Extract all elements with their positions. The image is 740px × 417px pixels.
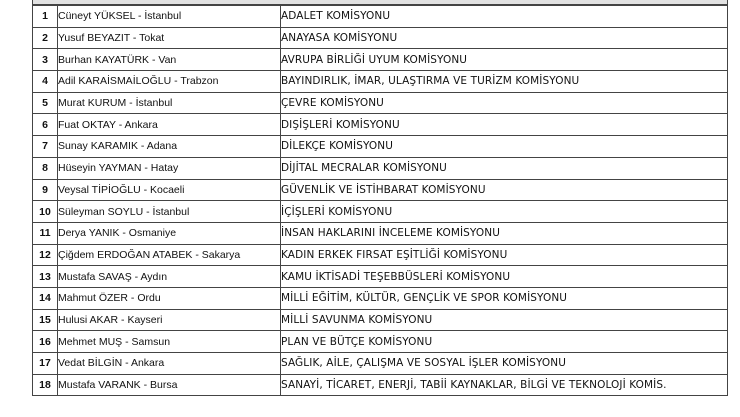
commission-cell: ANAYASA KOMİSYONU [281,27,728,49]
table-row [33,92,728,114]
table-row [33,114,728,136]
commission-cell: PLAN VE BÜTÇE KOMİSYONU [281,331,728,353]
table-row [33,27,728,49]
member-name-cell: Sunay KARAMIK - Adana [58,136,281,158]
table-row [33,244,728,266]
table-row [33,222,728,244]
table-body [33,6,728,396]
row-number: 14 [33,287,58,309]
member-name-cell: Adil KARAİSMAİLOĞLU - Trabzon [58,71,281,93]
commission-cell: DIŞİŞLERİ KOMİSYONU [281,114,728,136]
member-name-cell: Vedat BİLGİN - Ankara [58,353,281,375]
table-row [33,157,728,179]
commission-chairs-table [32,5,728,396]
member-name-cell: Murat KURUM - İstanbul [58,92,281,114]
row-number: 15 [33,309,58,331]
row-number: 17 [33,353,58,375]
commission-cell: DİJİTAL MECRALAR KOMİSYONU [281,157,728,179]
commission-cell: KADIN ERKEK FIRSAT EŞİTLİĞİ KOMİSYONU [281,244,728,266]
member-name-cell: Hüseyin YAYMAN - Hatay [58,157,281,179]
table-row [33,353,728,375]
commission-cell: SANAYİ, TİCARET, ENERJİ, TABİİ KAYNAKLAR, BİLGİ VE TEKNOLOJİ KOMİS. [281,374,728,396]
commission-cell: ADALET KOMİSYONU [281,6,728,28]
row-number: 7 [33,136,58,158]
table-row [33,266,728,288]
member-name-cell: Çiğdem ERDOĞAN ATABEK - Sakarya [58,244,281,266]
table-row [33,331,728,353]
row-number: 13 [33,266,58,288]
commission-cell: DİLEKÇE KOMİSYONU [281,136,728,158]
row-number: 16 [33,331,58,353]
commission-cell: AVRUPA BİRLİĞİ UYUM KOMİSYONU [281,49,728,71]
member-name-cell: Derya YANIK - Osmaniye [58,222,281,244]
row-number: 5 [33,92,58,114]
table-row [33,287,728,309]
member-name-cell: Mustafa SAVAŞ - Aydın [58,266,281,288]
commission-cell: MİLLİ EĞİTİM, KÜLTÜR, GENÇLİK VE SPOR KOMİSYONU [281,287,728,309]
member-name-cell: Cüneyt YÜKSEL - İstanbul [58,6,281,28]
table-row [33,374,728,396]
commission-cell: KAMU İKTİSADİ TEŞEBBÜSLERİ KOMİSYONU [281,266,728,288]
row-number: 1 [33,6,58,28]
member-name-cell: Hulusi AKAR - Kayseri [58,309,281,331]
table-row [33,136,728,158]
table-row [33,6,728,28]
member-name-cell: Mahmut ÖZER - Ordu [58,287,281,309]
member-name-cell: Mehmet MUŞ - Samsun [58,331,281,353]
row-number: 18 [33,374,58,396]
row-number: 4 [33,71,58,93]
member-name-cell: Fuat OKTAY - Ankara [58,114,281,136]
table-row [33,71,728,93]
row-number: 2 [33,27,58,49]
row-number: 3 [33,49,58,71]
commission-cell: ÇEVRE KOMİSYONU [281,92,728,114]
row-number: 9 [33,179,58,201]
member-name-cell: Mustafa VARANK - Bursa [58,374,281,396]
member-name-cell: Veysal TİPİOĞLU - Kocaeli [58,179,281,201]
table-row [33,309,728,331]
row-number: 11 [33,222,58,244]
row-number: 6 [33,114,58,136]
row-number: 12 [33,244,58,266]
member-name-cell: Burhan KAYATÜRK - Van [58,49,281,71]
member-name-cell: Yusuf BEYAZIT - Tokat [58,27,281,49]
commission-cell: BAYINDIRLIK, İMAR, ULAŞTIRMA VE TURİZM KOMİSYONU [281,71,728,93]
commission-cell: İÇİŞLERİ KOMİSYONU [281,201,728,223]
commission-cell: MİLLİ SAVUNMA KOMİSYONU [281,309,728,331]
commission-cell: GÜVENLİK VE İSTİHBARAT KOMİSYONU [281,179,728,201]
member-name-cell: Süleyman SOYLU - İstanbul [58,201,281,223]
row-number: 10 [33,201,58,223]
table-row [33,49,728,71]
commission-cell: SAĞLIK, AİLE, ÇALIŞMA VE SOSYAL İŞLER KOMİSYONU [281,353,728,375]
table-row [33,179,728,201]
row-number: 8 [33,157,58,179]
commission-cell: İNSAN HAKLARINI İNCELEME KOMİSYONU [281,222,728,244]
table-row [33,201,728,223]
